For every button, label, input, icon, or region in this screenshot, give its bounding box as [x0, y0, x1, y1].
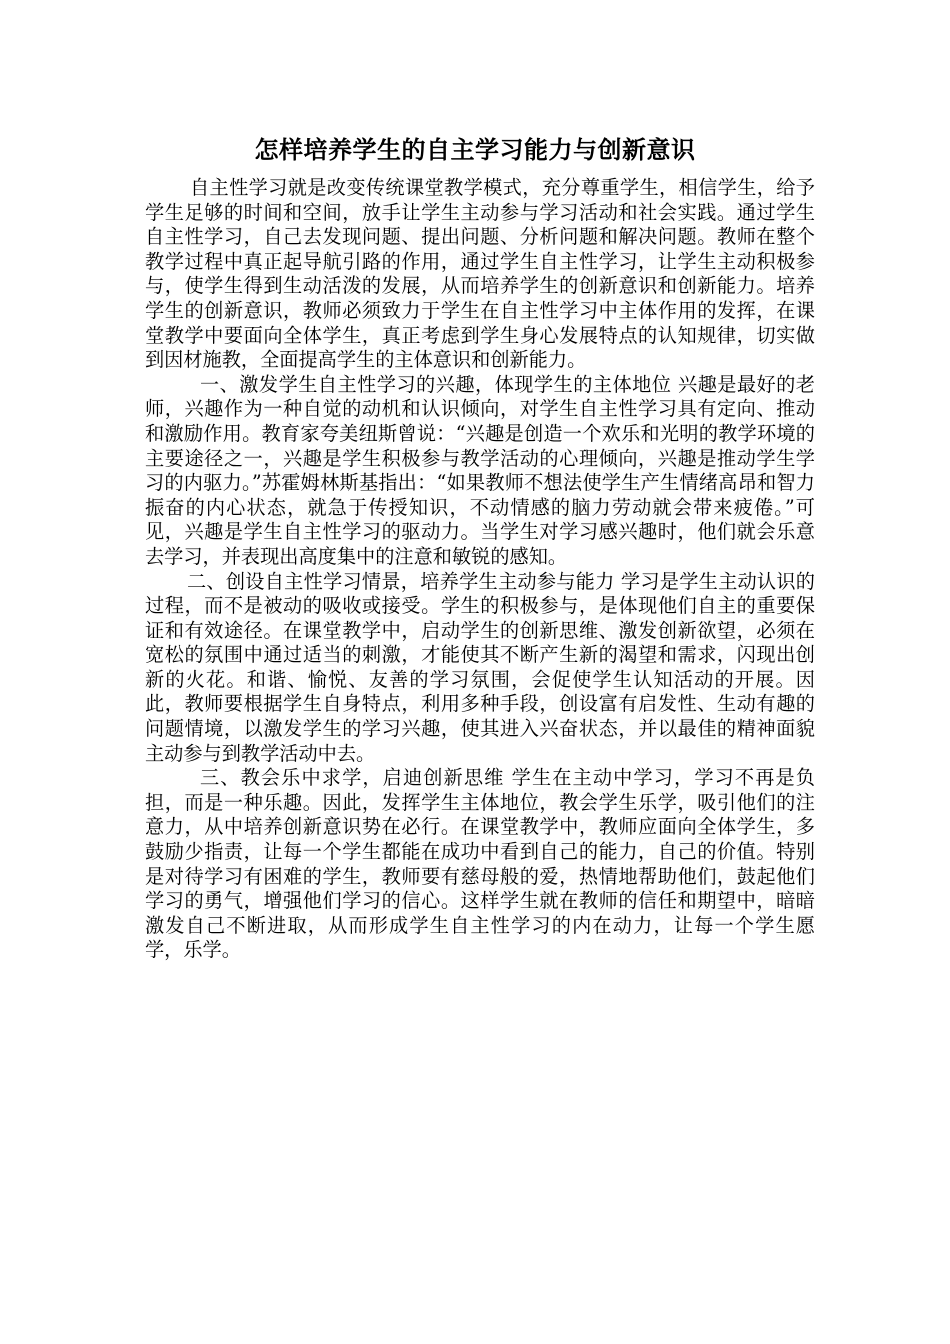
document-body — [145, 176, 815, 963]
paragraph-section-3: 三、教会乐中求学，启迪创新思维 学生在主动中学习，学习不再是负担，而是一种乐趣。因此，发挥学生主体地位，教会学生乐学，吸引他们的注意力，从中培养创新意识势在必行。在课堂教学中，教师应面向全体学生，多鼓励少指责，让每一个学生都能在成功中看到自己的能力，自己的价值。特别是对待学习有困难的学生，教师要有慈母般的爱，热情地帮助他们，鼓起他们学习的勇气，增强他们学习的信心。这样学生就在教师的信任和期望中，暗暗激发自己不断进取，从而形成学生自主性学习的内在动力，让每一个学生愿学，乐学。 — [145, 766, 815, 962]
paragraph-intro: 自主性学习就是改变传统课堂教学模式，充分尊重学生，相信学生，给予学生足够的时间和空间，放手让学生主动参与学习活动和社会实践。通过学生自主性学习，自己去发现问题、提出问题、分析问题和解决问题。教师在整个教学过程中真正起导航引路的作用，通过学生自主性学习，让学生主动积极参与，使学生得到生动活泼的发展，从而培养学生的创新意识和创新能力。培养学生的创新意识，教师必须致力于学生在自主性学习中主体作用的发挥，在课堂教学中要面向全体学生，真正考虑到学生身心发展特点的认知规律，切实做到因材施教，全面提高学生的主体意识和创新能力。 — [145, 176, 815, 372]
document-title: 怎样培养学生的自主学习能力与创新意识 — [254, 135, 696, 164]
paragraph-section-2: 二、创设自主性学习情景，培养学生主动参与能力 学习是学生主动认识的过程，而不是被动的吸收或接受。学生的积极参与，是体现他们自主的重要保证和有效途径。在课堂教学中，启动学生的创新思维、激发创新欲望，必须在宽松的氛围中通过适当的刺激，才能使其不断产生新的渴望和需求，闪现出创新的火花。和谐、愉悦、友善的学习氛围，会促使学生认知活动的开展。因此，教师要根据学生自身特点，利用多种手段，创设富有启发性、生动有趣的问题情境，以激发学生的学习兴趣，使其进入兴奋状态，并以最佳的精神面貌主动参与到教学活动中去。 — [145, 569, 815, 765]
paragraph-section-1: 一、激发学生自主性学习的兴趣，体现学生的主体地位 兴趣是最好的老师，兴趣作为一种自觉的动机和认识倾向，对学生自主性学习具有定向、推动和激励作用。教育家夸美纽斯曾说：“兴趣是创造一个欢乐和光明的教学环境的主要途径之一，兴趣是学生积极参与教学活动的心理倾向，兴趣是推动学生学习的内驱力。”苏霍姆林斯基指出：“如果教师不想法使学生产生情绪高昂和智力振奋的内心状态，就急于传授知识，不动情感的脑力劳动就会带来疲倦。”可见，兴趣是学生自主性学习的驱动力。当学生对学习感兴趣时，他们就会乐意去学习，并表现出高度集中的注意和敏锐的感知。 — [145, 372, 815, 568]
